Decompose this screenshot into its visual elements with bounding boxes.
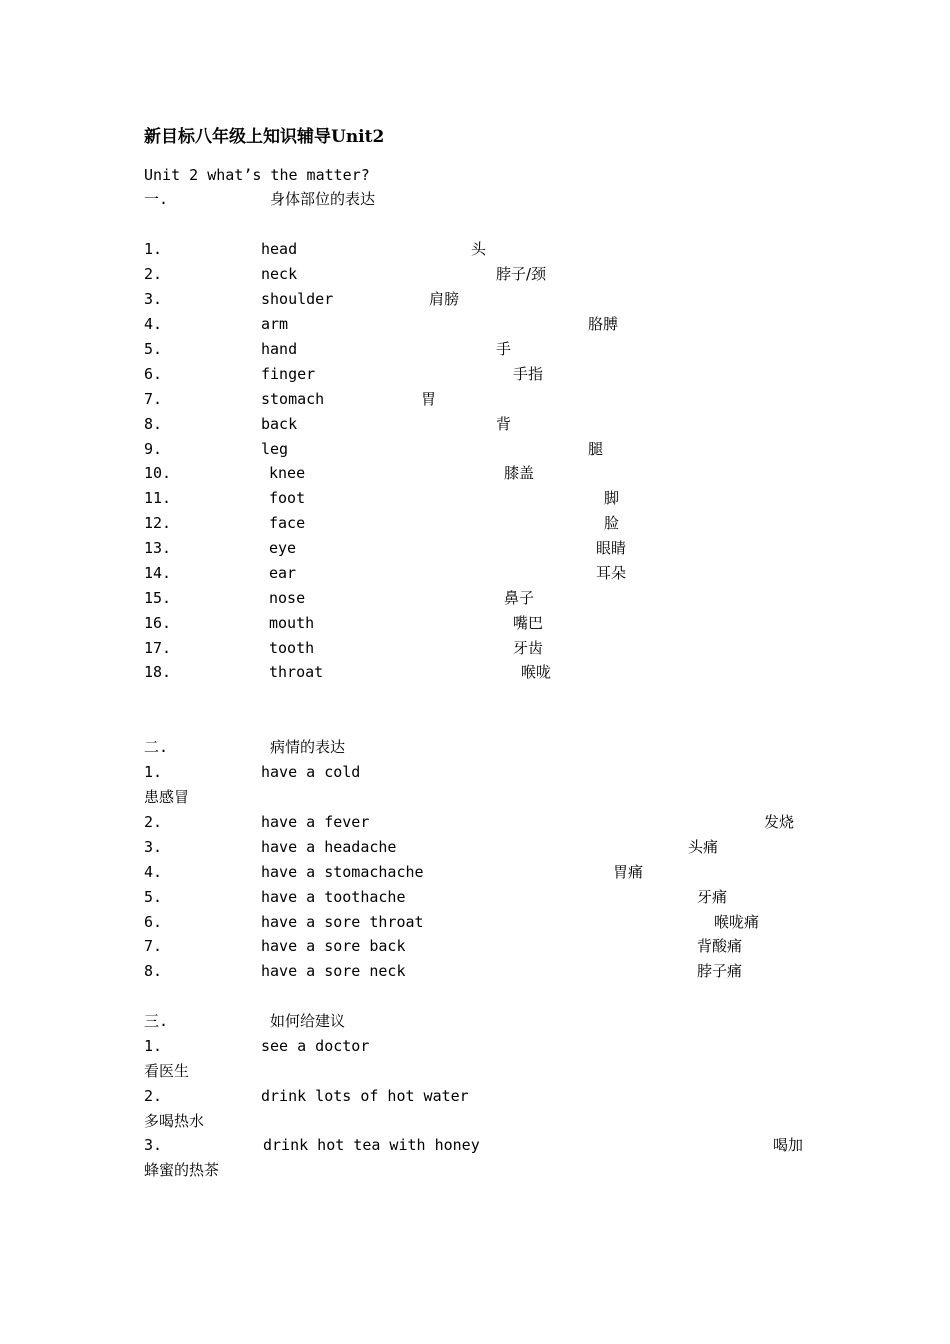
- list-item-number: 1.: [144, 1037, 163, 1055]
- list-item-chinese: 胃痛: [613, 863, 644, 881]
- list-item-english: drink hot tea with honey: [263, 1136, 480, 1154]
- list-item-chinese: 多喝热水: [144, 1112, 205, 1130]
- list-item-number: 8.: [144, 415, 163, 433]
- list-item-english: ear: [269, 564, 297, 582]
- list-item-english: have a sore neck: [261, 962, 406, 980]
- list-item-chinese: 胃: [421, 390, 437, 408]
- list-item-english: have a stomachache: [261, 863, 424, 881]
- list-item-number: 6.: [144, 913, 163, 931]
- list-item-english: back: [261, 415, 298, 433]
- list-item-number: 4.: [144, 863, 163, 881]
- list-item-chinese: 背: [496, 415, 512, 433]
- list-item-number: 2.: [144, 265, 163, 283]
- list-item-chinese: 喝加: [773, 1136, 804, 1154]
- list-item-number: 6.: [144, 365, 163, 383]
- list-item-number: 16.: [144, 614, 172, 632]
- list-item-english: have a sore throat: [261, 913, 424, 931]
- section2-number: 二.: [144, 738, 169, 756]
- list-item-english: arm: [261, 315, 289, 333]
- list-item-number: 3.: [144, 290, 163, 308]
- list-item-chinese: 发烧: [764, 813, 795, 831]
- list-item-chinese: 胳膊: [588, 315, 619, 333]
- list-item-english: leg: [261, 440, 289, 458]
- list-item-chinese: 手指: [513, 365, 544, 383]
- list-item-english: tooth: [269, 639, 315, 657]
- list-item-chinese: 鼻子: [504, 589, 535, 607]
- list-item-english: have a toothache: [261, 888, 406, 906]
- list-item-number: 8.: [144, 962, 163, 980]
- list-item-chinese: 喉咙: [521, 663, 552, 681]
- list-item-english: drink lots of hot water: [261, 1087, 469, 1105]
- list-item-number: 10.: [144, 464, 172, 482]
- list-item-number: 14.: [144, 564, 172, 582]
- section3-number: 三.: [144, 1012, 169, 1030]
- list-item-english: neck: [261, 265, 298, 283]
- list-item-number: 13.: [144, 539, 172, 557]
- list-item-number: 7.: [144, 937, 163, 955]
- list-item-chinese: 牙齿: [513, 639, 544, 657]
- list-item-number: 5.: [144, 888, 163, 906]
- list-item-chinese: 腿: [588, 440, 604, 458]
- list-item-number: 9.: [144, 440, 163, 458]
- list-item-chinese: 脖子/颈: [496, 265, 547, 283]
- list-item-number: 15.: [144, 589, 172, 607]
- section2-heading: 病情的表达: [270, 738, 346, 756]
- list-item-number: 3.: [144, 1136, 163, 1154]
- list-item-chinese: 手: [496, 340, 512, 358]
- list-item-chinese: 看医生: [144, 1062, 190, 1080]
- list-item-number: 17.: [144, 639, 172, 657]
- list-item-english: throat: [269, 663, 324, 681]
- list-item-number: 2.: [144, 813, 163, 831]
- list-item-chinese: 脚: [604, 489, 620, 507]
- list-item-english: face: [269, 514, 306, 532]
- list-item-chinese: 眼睛: [596, 539, 627, 557]
- list-item-chinese: 患感冒: [144, 788, 190, 806]
- list-item-english: head: [261, 240, 298, 258]
- list-item-english: have a sore back: [261, 937, 406, 955]
- section1-heading: 身体部位的表达: [270, 190, 376, 208]
- list-item-chinese: 头痛: [688, 838, 719, 856]
- list-item-chinese: 耳朵: [596, 564, 627, 582]
- list-item-english: mouth: [269, 614, 315, 632]
- list-item-english: knee: [269, 464, 306, 482]
- list-item-english: nose: [269, 589, 306, 607]
- list-item-chinese: 肩膀: [429, 290, 460, 308]
- list-item-english: hand: [261, 340, 298, 358]
- unit-subtitle: Unit 2 what’s the matter?: [144, 166, 370, 184]
- document-title: 新目标八年级上知识辅导Unit2: [144, 127, 385, 147]
- list-item-number: 7.: [144, 390, 163, 408]
- list-item-number: 4.: [144, 315, 163, 333]
- list-item-number: 3.: [144, 838, 163, 856]
- list-item-english: shoulder: [261, 290, 334, 308]
- list-item-english: foot: [269, 489, 306, 507]
- section3-heading: 如何给建议: [270, 1012, 346, 1030]
- list-item-english: finger: [261, 365, 316, 383]
- list-item-chinese: 头: [471, 240, 487, 258]
- list-item-number: 18.: [144, 663, 172, 681]
- list-item-chinese: 脸: [604, 514, 620, 532]
- list-item-english: stomach: [261, 390, 325, 408]
- list-item-chinese: 嘴巴: [513, 614, 544, 632]
- list-item-number: 2.: [144, 1087, 163, 1105]
- list-item-number: 12.: [144, 514, 172, 532]
- list-item-chinese: 脖子痛: [697, 962, 743, 980]
- list-item-chinese: 牙痛: [697, 888, 728, 906]
- list-item-number: 11.: [144, 489, 172, 507]
- section1-number: 一.: [144, 190, 169, 208]
- list-item-number: 1.: [144, 763, 163, 781]
- list-item-chinese: 膝盖: [504, 464, 535, 482]
- list-item-english: have a headache: [261, 838, 397, 856]
- list-item-number: 1.: [144, 240, 163, 258]
- list-item-english: have a cold: [261, 763, 361, 781]
- list-item-chinese: 喉咙痛: [714, 913, 760, 931]
- list-item-english: eye: [269, 539, 297, 557]
- list-item-chinese-continued: 蜂蜜的热茶: [144, 1161, 220, 1179]
- list-item-number: 5.: [144, 340, 163, 358]
- list-item-chinese: 背酸痛: [697, 937, 743, 955]
- list-item-english: see a doctor: [261, 1037, 370, 1055]
- list-item-english: have a fever: [261, 813, 370, 831]
